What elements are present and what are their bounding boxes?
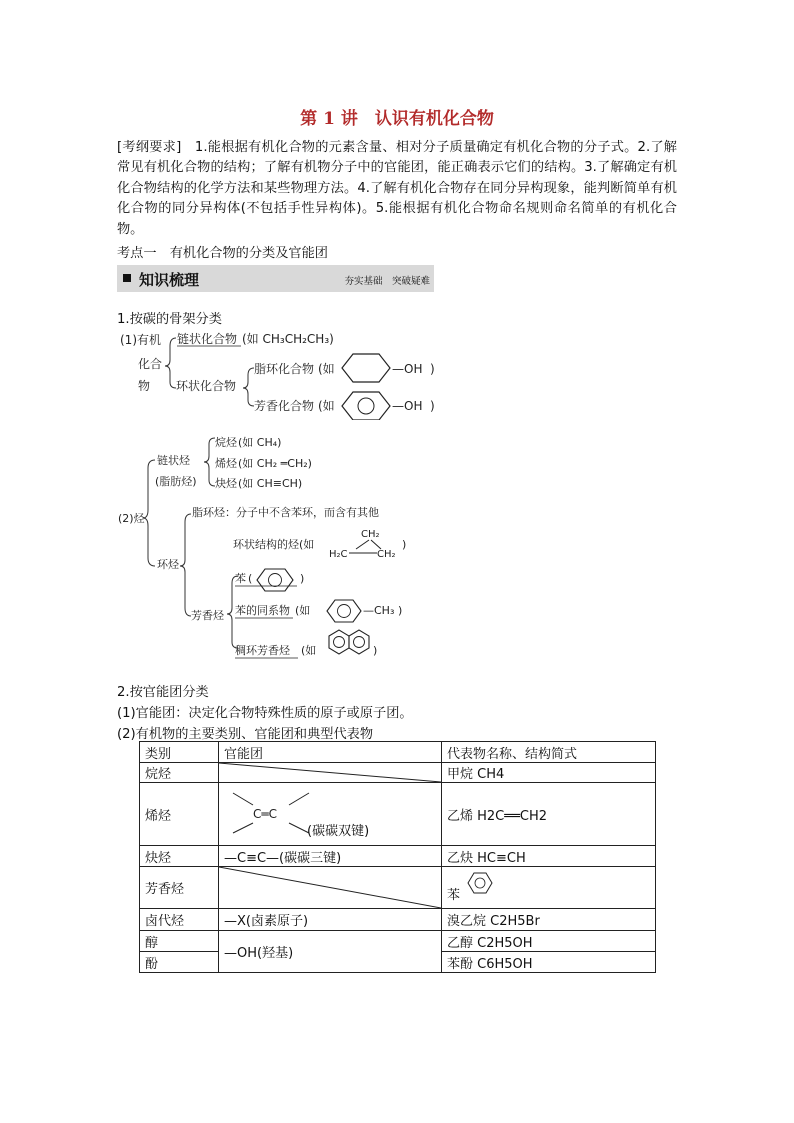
hydrocarbon-tree bbox=[115, 430, 415, 662]
header-representative: 代表物名称、结构简式 bbox=[442, 742, 656, 763]
benzene-close: ) bbox=[300, 572, 305, 585]
header-category: 类别 bbox=[140, 742, 219, 763]
alkyne-example: (如 CH≡CH) bbox=[238, 477, 303, 490]
cell-category: 卤代烃 bbox=[140, 909, 219, 931]
cell-representative: 乙醇 C2H5OH bbox=[442, 931, 656, 952]
alicyclic-def-b: 环状结构的烃(如 bbox=[233, 538, 315, 551]
alkene-fg-name: (碳碳双键) bbox=[307, 824, 370, 839]
homolog-ch3: —CH₃ bbox=[363, 604, 395, 617]
alicyclic-close: ) bbox=[430, 362, 435, 376]
cell-representative: 乙烯 H2C══CH2 bbox=[442, 783, 656, 846]
aromatic-close: ) bbox=[430, 399, 435, 413]
homolog-close: ) bbox=[398, 604, 403, 617]
table-row bbox=[140, 867, 656, 909]
aromatic-circle bbox=[358, 398, 374, 414]
fused-close: ) bbox=[373, 644, 378, 657]
benzene-ring-icon bbox=[466, 871, 494, 895]
cell-representative: 乙炔 HC≡CH bbox=[442, 846, 656, 867]
cell-category: 酚 bbox=[140, 952, 219, 973]
fused-aromatic: 稠环芳香烃 bbox=[235, 644, 290, 657]
carbon-skeleton-tree bbox=[110, 326, 450, 420]
cell-representative: 苯酚 C6H5OH bbox=[442, 952, 656, 973]
cell-functional-group: —OH(羟基) bbox=[219, 931, 442, 973]
cyclohexane-ring-icon bbox=[342, 354, 390, 382]
alicyclic-def-a: 脂环烃：分子中不含苯环，而含有其他 bbox=[192, 506, 379, 519]
section2-item2: (2)有机物的主要类别、官能团和典型代表物 bbox=[117, 727, 374, 742]
section2-heading: 2.按官能团分类 bbox=[117, 685, 209, 700]
cyclic-compound: 环状化合物 bbox=[176, 379, 237, 393]
aromatic-hydrocarbon: 芳香烃 bbox=[191, 609, 224, 622]
topic-heading: 考点一 有机化合物的分类及官能团 bbox=[117, 246, 328, 261]
tree1-root-b: 化合 bbox=[138, 357, 163, 371]
cyclopropane-top: CH₂ bbox=[361, 529, 380, 540]
cell-representative: 溴乙烷 C2H5Br bbox=[442, 909, 656, 931]
alkene-double-bond-icon bbox=[231, 791, 311, 835]
tree1-root-a: (1)有机 bbox=[120, 333, 161, 347]
section1-heading: 1.按碳的骨架分类 bbox=[117, 312, 222, 327]
cell-functional-group: —X(卤素原子) bbox=[219, 909, 442, 931]
table-row bbox=[140, 909, 656, 931]
benzene-ring-icon bbox=[342, 392, 390, 420]
section2-item1: (1)官能团：决定化合物特殊性质的原子或原子团。 bbox=[117, 706, 413, 721]
hydrocarbon-root: (2)烃 bbox=[118, 512, 145, 525]
table-row bbox=[140, 931, 656, 952]
tree1-root-c: 物 bbox=[138, 379, 151, 393]
cell-empty bbox=[219, 867, 442, 909]
cell-category: 醇 bbox=[140, 931, 219, 952]
table-row bbox=[140, 846, 656, 867]
naphthalene-ring-icon bbox=[349, 630, 369, 654]
chain-hydrocarbon: 链状烃 bbox=[157, 454, 190, 467]
cell-functional-group bbox=[219, 783, 442, 846]
alkane-example: (如 CH₄) bbox=[238, 436, 282, 449]
brace-1 bbox=[165, 338, 176, 388]
alkyne: 炔烃 bbox=[215, 477, 237, 490]
banner-title: 知识梳理 bbox=[139, 271, 200, 289]
cyclopropane-right: CH₂ bbox=[377, 549, 396, 560]
brace-2 bbox=[243, 368, 254, 406]
cell-functional-group: —C≡C—(碳碳三键) bbox=[219, 846, 442, 867]
alicyclic-example-pre: (如 bbox=[318, 362, 335, 376]
aliphatic-hydrocarbon: (脂肪烃) bbox=[155, 475, 197, 488]
alicyclic-compound: 脂环化合物 bbox=[254, 362, 315, 376]
alkane: 烷烃 bbox=[215, 436, 237, 449]
table-row bbox=[140, 763, 656, 783]
page-title: 第 1 讲 认识有机化合物 bbox=[300, 109, 494, 129]
chain-brace bbox=[204, 438, 215, 486]
cell-category: 烷烃 bbox=[140, 763, 219, 783]
alkene: 烯烃 bbox=[215, 457, 237, 470]
fused-pre: (如 bbox=[301, 644, 317, 657]
benzene-homolog: 苯的同系物 bbox=[235, 604, 290, 617]
benzene-ring-icon bbox=[257, 569, 293, 591]
cell-category: 炔烃 bbox=[140, 846, 219, 867]
aromatic-circle bbox=[338, 605, 351, 618]
alkene-fg-c: C═C bbox=[253, 807, 277, 821]
aromatic-circle bbox=[269, 574, 282, 587]
aromatic-circle bbox=[354, 637, 365, 648]
aromatic-compound: 芳香化合物 bbox=[254, 399, 315, 413]
cyclic-hydrocarbon: 环烃 bbox=[157, 558, 179, 571]
cyclopropane-close: ) bbox=[402, 538, 407, 551]
benzene-pre: ( bbox=[248, 572, 253, 585]
table-header-row bbox=[140, 742, 656, 763]
functional-group-table bbox=[139, 741, 656, 973]
alicyclic-oh: —OH bbox=[392, 362, 423, 376]
bond bbox=[371, 540, 381, 549]
square-bullet-icon bbox=[123, 274, 131, 282]
header-functional-group: 官能团 bbox=[219, 742, 442, 763]
aromatic-example-pre: (如 bbox=[318, 399, 335, 413]
toluene-ring-icon bbox=[327, 600, 361, 622]
naphthalene-ring-icon bbox=[329, 630, 349, 654]
aromatic-oh: —OH bbox=[392, 399, 423, 413]
banner-subtitle: 夯实基础 突破疑难 bbox=[344, 276, 430, 287]
ring-brace bbox=[180, 514, 191, 616]
chain-compound: 链状化合物 bbox=[177, 332, 238, 346]
aromatic-circle bbox=[334, 637, 345, 648]
homolog-pre: (如 bbox=[295, 604, 311, 617]
table-row bbox=[140, 783, 656, 846]
cyclopropane-left: H₂C bbox=[329, 549, 348, 560]
cell-category: 芳香烃 bbox=[140, 867, 219, 909]
cell-empty bbox=[219, 763, 442, 783]
exam-requirements: [考纲要求] 1.能根据有机化合物的元素含量、相对分子质量确定有机化合物的分子式。2.了解常见有机化合物的结构；了解有机物分子中的官能团，能正确表示它们的结构。3.了解确定有机化合物结构的化学方法和某些物理方法。4.了解有机化合物存在同分异构现象，能判断简单有机化合物的同分异构体(不包括手性异构体)。5.能根据有机化合物命名规则命名简单的有机化合物。 bbox=[117, 140, 677, 237]
bond bbox=[356, 540, 369, 549]
cell-category: 烯烃 bbox=[140, 783, 219, 846]
cell-representative: 甲烷 CH4 bbox=[442, 763, 656, 783]
section-banner bbox=[117, 265, 434, 292]
chain-example: (如 CH₃CH₂CH₃) bbox=[242, 332, 334, 346]
benzene-label: 苯 bbox=[447, 888, 461, 903]
benzene: 苯 bbox=[235, 572, 246, 585]
alkene-example: (如 CH₂ ═CH₂) bbox=[238, 457, 312, 470]
cell-representative bbox=[442, 867, 656, 909]
main-brace bbox=[143, 460, 155, 566]
